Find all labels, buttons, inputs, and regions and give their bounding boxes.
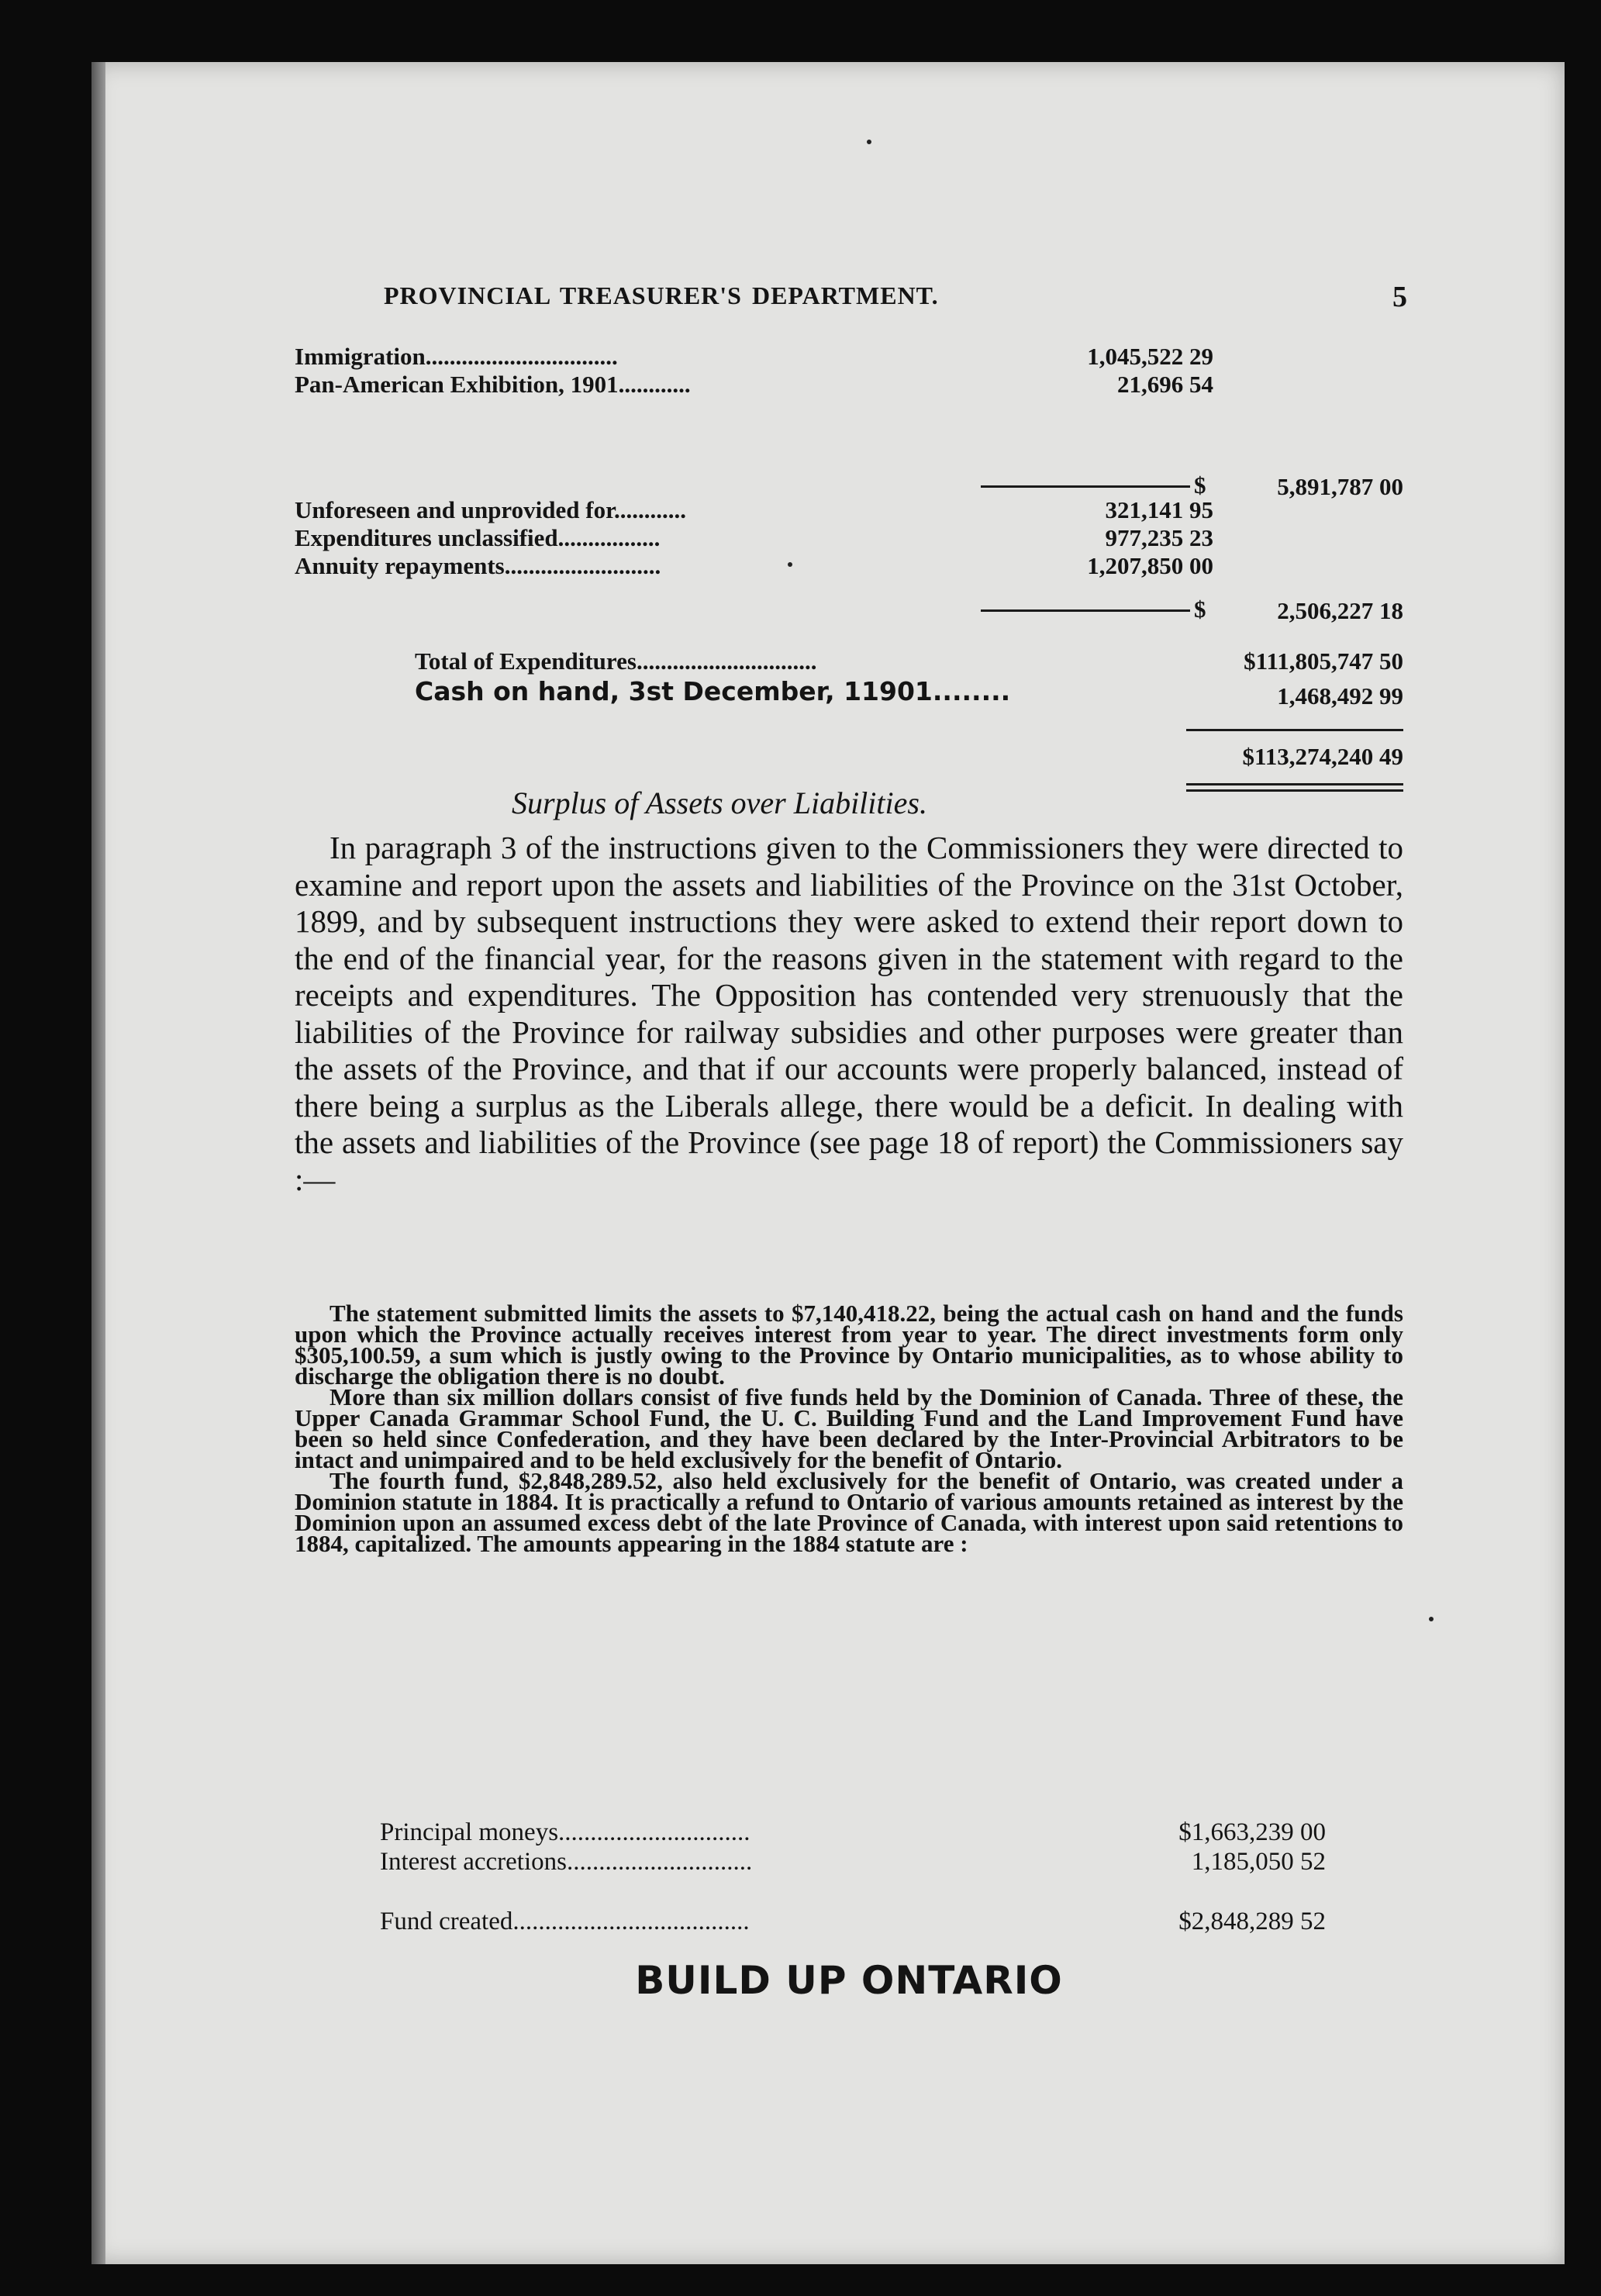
quote-paragraph: More than six million dollars consist of five funds held by the Dominion of Canada. Three of these, the Upper Canada Grammar School Fund, the U. C. Building Fund and the Land Improvement Fund have been so held since Confederation, and they have been declared by the Inter-Provincial Arbitrators to be intact and unimpaired and to be held exclusively for the benefit of Ontario.: [295, 1383, 1403, 1473]
cash-on-hand-label: Cash on hand, 3st December, 11901........: [415, 676, 1011, 706]
scan-speck: [867, 140, 871, 144]
commissioners-quote: [295, 1300, 1403, 1557]
running-header: [384, 281, 1408, 313]
body-paragraph-block: [295, 830, 1403, 1198]
body-paragraph: In paragraph 3 of the instructions given to the Commissioners they were directed to examine and report upon the assets and liabilities of the Province on the 31st October, 1899, and by subsequent instructions they were asked to extend their report down to the end of the financial year, for the reasons given in the statement with regard to the receipts and expenditures. The Opposition has contended very strenuously that the liabilities of the Province for railway subsidies and other purposes were greater than the assets of the Province, and that if our accounts were properly balanced, instead of there being a surplus as the Liberals allege, there would be a deficit. In dealing with the assets and liabilities of the Province (see page 18 of report) the Commissioners say :—: [295, 830, 1403, 1197]
quote-paragraph: The statement submitted limits the assets to $7,140,418.22, being the actual cash on hand and the funds upon which the Province actually receives interest from year to year. The direct investments form only $305,100.59, a sum which is justly owing to the Province by Ontario municipalities, as to whose ability to discharge the obligation there is no doubt.: [295, 1300, 1403, 1390]
ledger-row: [295, 552, 1403, 580]
ledger-row-amount: 1,207,850 00: [1087, 552, 1213, 579]
scanned-page: [91, 62, 1565, 2264]
fund-row-label: Principal moneys..............................: [380, 1818, 750, 1846]
grand-total-rule-top: [1186, 729, 1403, 731]
fund-row-amount: $1,663,239 00: [1178, 1818, 1326, 1846]
ledger-row-label: Pan-American Exhibition, 1901............: [295, 371, 691, 398]
fund-total-amount: $2,848,289 52: [1178, 1908, 1326, 1935]
fund-row-label: Interest accretions.............................: [380, 1848, 753, 1876]
ledger-row-label: Unforeseen and unprovided for............: [295, 496, 686, 523]
total-expenditures-label: Total of Expenditures..............................: [415, 647, 817, 675]
subtotal-rule: [981, 609, 1190, 612]
section-title: Surplus of Assets over Liabilities.: [512, 785, 927, 820]
fund-total-label: Fund created.....................................: [380, 1908, 750, 1935]
ledger-block-a: [295, 343, 1403, 399]
ledger-row-amount: 1,045,522 29: [1087, 343, 1213, 370]
grand-total-amount: $113,274,240 49: [1242, 743, 1403, 770]
ledger-row-amount: 21,696 54: [1117, 371, 1213, 398]
ledger-row-label: Expenditures unclassified.................: [295, 524, 661, 551]
page-number: 5: [1392, 281, 1408, 313]
fund-row-amount: 1,185,050 52: [1191, 1848, 1326, 1876]
header-title: PROVINCIAL TREASURER'S DEPARTMENT.: [384, 281, 939, 309]
dollar-sign: $: [1194, 596, 1206, 623]
scan-speck: [1429, 1617, 1434, 1621]
ledger-row: [295, 371, 1403, 399]
grand-total-rule-bottom: [1186, 783, 1403, 785]
slogan: BUILD UP ONTARIO: [635, 1958, 1063, 2003]
ledger-row: [295, 343, 1403, 371]
cash-on-hand-amount: 1,468,492 99: [1277, 682, 1403, 710]
page-spine-shadow: [91, 62, 105, 2264]
total-expenditures-amount: $111,805,747 50: [1244, 647, 1403, 675]
ledger-row-amount: 977,235 23: [1105, 524, 1213, 551]
subtotal-rule: [981, 485, 1190, 488]
ledger-row-label: Annuity repayments..........................: [295, 552, 661, 579]
ledger-row-label: Immigration................................: [295, 343, 618, 370]
dollar-sign: $: [1194, 471, 1206, 499]
scan-speck: [788, 562, 792, 567]
quote-paragraph: The fourth fund, $2,848,289.52, also held exclusively for the benefit of Ontario, was created under a Dominion statute in 1884. It is practically a refund to Ontario of various amounts retained as interest by the Dominion upon an assumed excess debt of the late Province of Canada, with interest upon said retentions to 1884, capitalized. The amounts appearing in the 1884 statute are :: [295, 1467, 1403, 1557]
ledger-row: [295, 496, 1403, 524]
subtotal-b: 2,506,227 18: [1277, 597, 1403, 624]
ledger-row-amount: 321,141 95: [1105, 496, 1213, 523]
ledger-block-b: [295, 496, 1403, 580]
subtotal-a: 5,891,787 00: [1277, 473, 1403, 500]
grand-total-rule-double: [1186, 789, 1403, 792]
ledger-row: [295, 524, 1403, 552]
